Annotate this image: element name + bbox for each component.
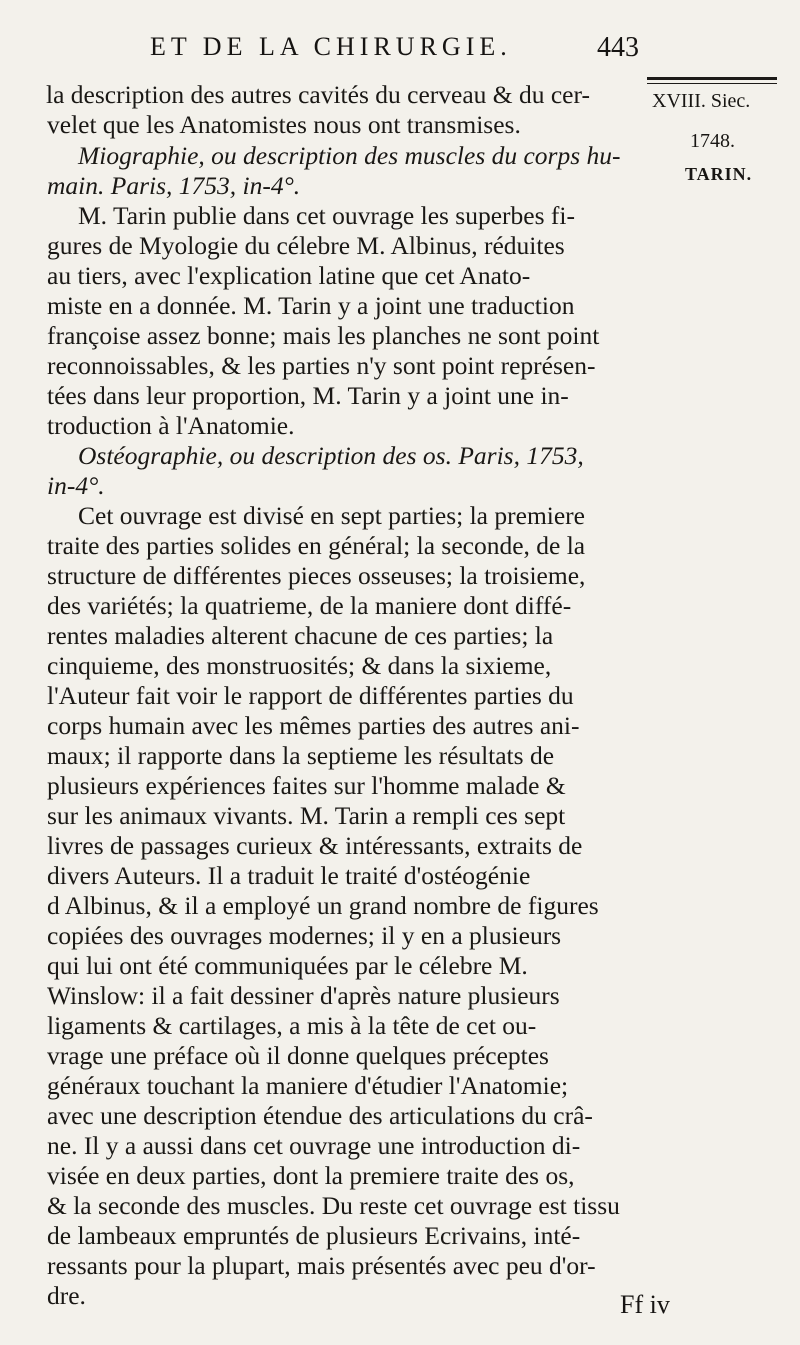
text-line: miste en a donnée. M. Tarin y a joint une traduction [47,291,575,320]
text-line: velet que les Anatomistes nous ont transmises. [47,110,521,139]
text-line: sur les animaux vivants. M. Tarin a rempli ces sept [47,801,566,830]
text-line: divers Auteurs. Il a traduit le traité d'ostéogénie [47,861,531,890]
text-line: cinquieme, des monstruosités; & dans la sixieme, [47,651,552,680]
text-line: françoise assez bonne; mais les planches ne sont point [47,321,600,350]
text-line: tées dans leur proportion, M. Tarin y a joint une in- [47,381,569,410]
text-line: au tiers, avec l'explication latine que cet Anato- [47,261,531,290]
text-line: plusieurs expériences faites sur l'homme malade & [47,771,566,800]
text-line: vrage une préface où il donne quelques préceptes [47,1041,549,1070]
text-line: de lambeaux empruntés de plusieurs Ecrivains, inté- [47,1221,581,1250]
text-line: ressants pour la plupart, mais présentés avec peu d'or- [47,1251,596,1280]
text-line: la description des autres cavités du cerveau & du cer- [46,80,590,109]
text-line: gures de Myologie du célebre M. Albinus, réduites [47,231,565,260]
text-line: traite des parties solides en général; la seconde, de la [47,531,586,560]
text-line: livres de passages curieux & intéressants, extraits de [47,831,583,860]
text-line: corps humain avec les mêmes parties des autres ani- [47,711,580,740]
text-line: qui lui ont été communiquées par le célebre M. [47,951,528,980]
text-line: M. Tarin publie dans cet ouvrage les superbes fi- [78,201,575,230]
text-line: maux; il rapporte dans la septieme les résultats de [47,741,555,770]
signature-mark: Ff iv [620,1290,670,1319]
text-line: rentes maladies alterent chacune de ces parties; la [47,621,554,650]
margin-note-century: XVIII. Siec. [652,90,751,112]
text-line: dre. [47,1281,86,1310]
text-line: généraux touchant la maniere d'étudier l'Anatomie; [47,1071,569,1100]
page-number: 443 [597,32,639,63]
text-line: visée en deux parties, dont la premiere traite des os, [47,1161,575,1190]
text-line: main. Paris, 1753, in-4°. [47,171,301,200]
text-line: troduction à l'Anatomie. [47,411,295,440]
text-line: avec une description étendue des articulations du crâ- [47,1101,593,1130]
text-line: Winslow: il a fait dessiner d'après nature plusieurs [47,981,560,1010]
text-line: d Albinus, & il a employé un grand nombre de figures [47,891,599,920]
text-line: in-4°. [47,471,105,500]
text-line: l'Auteur fait voir le rapport de différentes parties du [47,681,574,710]
text-line: Ostéographie, ou description des os. Paris, 1753, [78,441,584,470]
text-line: des variétés; la quatrieme, de la maniere dont diffé- [47,591,572,620]
text-line: Cet ouvrage est divisé en sept parties; la premiere [78,501,585,530]
text-line: ne. Il y a aussi dans cet ouvrage une introduction di- [47,1131,581,1160]
running-head: ET DE LA CHIRURGIE. [150,32,512,61]
text-line: Miographie, ou description des muscles du corps hu- [78,141,621,170]
text-line: & la seconde des muscles. Du reste cet ouvrage est tissu [47,1191,620,1220]
text-line: copiées des ouvrages modernes; il y en a plusieurs [47,921,562,950]
text-line: ligaments & cartilages, a mis à la tête de cet ou- [47,1011,537,1040]
margin-note-author: TARIN. [685,164,753,184]
text-line: structure de différentes pieces osseuses; la troisieme, [47,561,586,590]
margin-note-year: 1748. [690,130,735,152]
text-line: reconnoissables, & les parties n'y sont point représen- [47,351,596,380]
